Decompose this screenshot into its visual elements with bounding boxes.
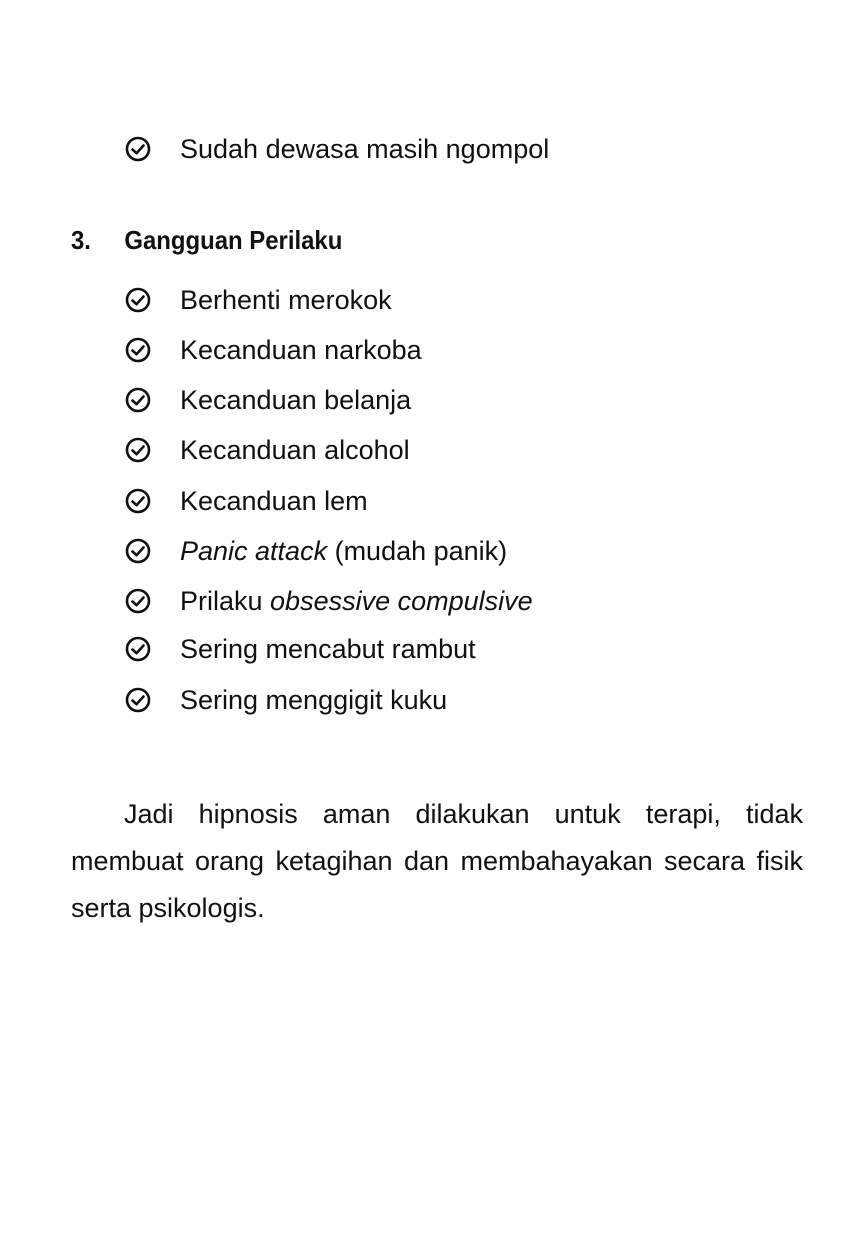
list-item-text (180, 533, 507, 569)
section-title: Gangguan Perilaku (124, 225, 343, 255)
section-heading (71, 222, 342, 258)
check-circle-icon (124, 686, 152, 714)
list-item (124, 282, 392, 318)
list-item-text: Kecanduan lem (180, 486, 368, 516)
check-circle-icon (124, 286, 152, 314)
check-circle-icon (124, 436, 152, 464)
check-circle-icon (124, 635, 152, 663)
body-paragraph: Jadi hipnosis aman dilakukan untuk terapi, tidak membuat orang ketagihan dan membahayakan secara fisik serta psikologis. (71, 799, 803, 923)
term-prefix: Prilaku (180, 586, 271, 616)
check-circle-icon (124, 336, 152, 364)
list-item-text: Sudah dewasa masih ngompol (180, 134, 550, 164)
check-circle-icon (124, 487, 152, 515)
list-item (124, 533, 507, 569)
list-item (124, 432, 410, 468)
list-item-text: Kecanduan narkoba (180, 335, 422, 365)
list-item (124, 332, 422, 368)
list-item-text: Kecanduan alcohol (180, 435, 410, 465)
term-gloss: (mudah panik) (327, 536, 508, 566)
check-circle-icon (124, 587, 152, 615)
list-item-text: Berhenti merokok (180, 285, 392, 315)
list-item (124, 483, 368, 519)
list-item (124, 682, 447, 718)
list-item (124, 131, 549, 167)
list-item-text: Kecanduan belanja (180, 385, 412, 415)
italic-term: obsessive compulsive (270, 586, 533, 616)
check-circle-icon (124, 135, 152, 163)
section-number: 3. (71, 225, 91, 255)
list-item-text: Sering mencabut rambut (180, 634, 476, 664)
list-item (124, 583, 533, 619)
list-item-text (180, 583, 533, 619)
list-item (124, 382, 411, 418)
italic-term: Panic attack (180, 536, 328, 566)
check-circle-icon (124, 386, 152, 414)
check-circle-icon (124, 537, 152, 565)
list-item-text: Sering menggigit kuku (180, 685, 448, 715)
list-item (124, 631, 476, 667)
